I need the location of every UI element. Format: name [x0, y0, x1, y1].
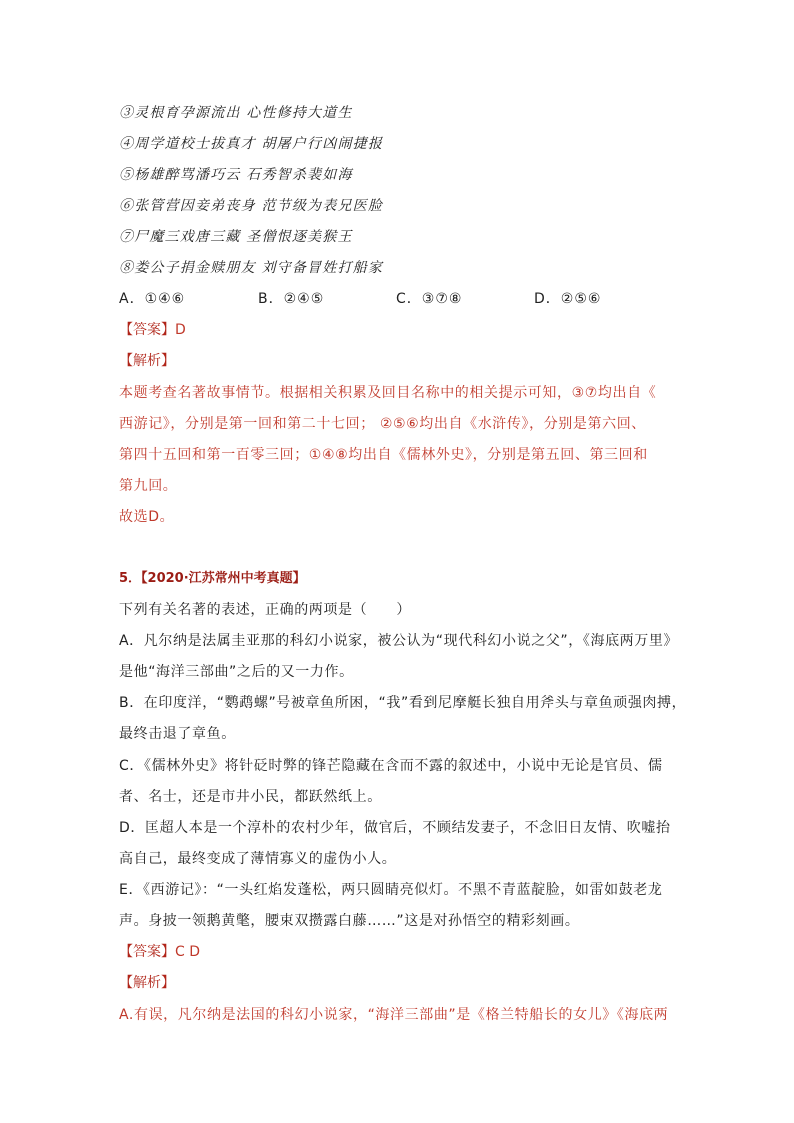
q4-answer [119, 320, 186, 340]
q5-answer [119, 942, 200, 962]
q4-analysis-line-2: 西游记》，分别是第一回和第二十七回； ②⑤⑥均出自《水浒传》，分别是第六回、 [119, 416, 646, 432]
q4-option-b [258, 289, 324, 309]
quote-line-7: ⑦尸魔三戏唐三藏 圣僧恨逐美猴王 [119, 229, 353, 245]
q4-analysis-line-4: 第九回。 [119, 478, 178, 494]
q5-option-e-line-2: 声。身披一领鹅黄氅，腰束双攒露白藤……”这是对孙悟空的精彩刻画。 [119, 913, 580, 929]
q5-option-c-line-1: C．《儒林外史》将针砭时弊的锋芒隐藏在含而不露的叙述中，小说中无论是官员、儒 [119, 758, 663, 774]
option-text: ②④⑤ [283, 291, 325, 307]
option-text: ③⑦⑧ [421, 291, 463, 307]
quote-line-5: ⑤杨雄醉骂潘巧云 石秀智杀裴如海 [119, 167, 353, 183]
q5-option-a-line-2: 是他“海洋三部曲”之后的又一力作。 [119, 664, 354, 680]
question-number: 5． [119, 571, 142, 586]
option-letter: C． [396, 291, 422, 307]
q4-option-d [534, 289, 601, 309]
q4-analysis-line-1: 本题考查名著故事情节。根据相关积累及回目名称中的相关提示可知，③⑦均出自《 [119, 385, 657, 401]
answer-value: C D [175, 944, 201, 960]
q4-option-a [119, 289, 185, 309]
q5-option-b-line-1: B．在印度洋，“鹦鹉螺”号被章鱼所困，“我”看到尼摩艇长独自用斧头与章鱼顽强肉搏， [119, 695, 687, 711]
quote-line-8: ⑧娄公子捐金赎朋友 刘守备冒姓打船家 [119, 260, 384, 276]
q4-analysis-line-3: 第四十五回和第一百零三回；①④⑧均出自《儒林外史》，分别是第五回、第三回和 [119, 447, 648, 463]
answer-tag: 【答案】 [119, 322, 175, 338]
quote-line-6: ⑥张管营因妾弟丧身 范节级为表兄医脸 [119, 198, 384, 214]
q5-heading [119, 569, 306, 589]
option-letter: D． [534, 291, 561, 307]
option-letter: B． [258, 291, 284, 307]
q5-option-a-line-1: A．凡尔纳是法属圭亚那的科幻小说家，被公认为“现代科幻小说之父”，《海底两万里》 [119, 633, 679, 649]
q5-stem: 下列有关名著的表述，正确的两项是（ ） [119, 602, 411, 618]
q5-option-e-line-1: E．《西游记》：“一头红焰发蓬松，两只圆睛亮似灯。不黑不青蓝靛脸，如雷如鼓老龙 [119, 882, 663, 898]
q5-option-d-line-1: D．匡超人本是一个淳朴的农村少年，做官后，不顾结发妻子，不念旧日友情、吹嘘抬 [119, 820, 671, 836]
q5-option-b-line-2: 最终击退了章鱼。 [119, 726, 236, 742]
question-source: 【2020·江苏常州中考真题】 [141, 571, 306, 586]
option-text: ②⑤⑥ [560, 291, 602, 307]
q4-analysis-tag: 【解析】 [119, 353, 175, 369]
option-text: ①④⑥ [144, 291, 186, 307]
q4-conclusion: 故选D。 [119, 509, 175, 525]
quote-line-4: ④周学道校士拔真才 胡屠户行凶闹捷报 [119, 136, 384, 152]
q4-option-c [396, 289, 462, 309]
q5-option-c-line-2: 者、名士，还是市井小民，都跃然纸上。 [119, 789, 382, 805]
q5-analysis-tag: 【解析】 [119, 975, 175, 991]
q5-analysis-line-1: A.有误，凡尔纳是法国的科幻小说家，“海洋三部曲”是《格兰特船长的女儿》《海底两 [119, 1007, 669, 1023]
q5-option-d-line-2: 高自己，最终变成了薄情寡义的虚伪小人。 [119, 851, 397, 867]
option-letter: A． [119, 291, 145, 307]
quote-line-3: ③灵根育孕源流出 心性修持大道生 [119, 105, 353, 121]
answer-value: D [175, 322, 186, 338]
answer-tag: 【答案】 [119, 944, 175, 960]
